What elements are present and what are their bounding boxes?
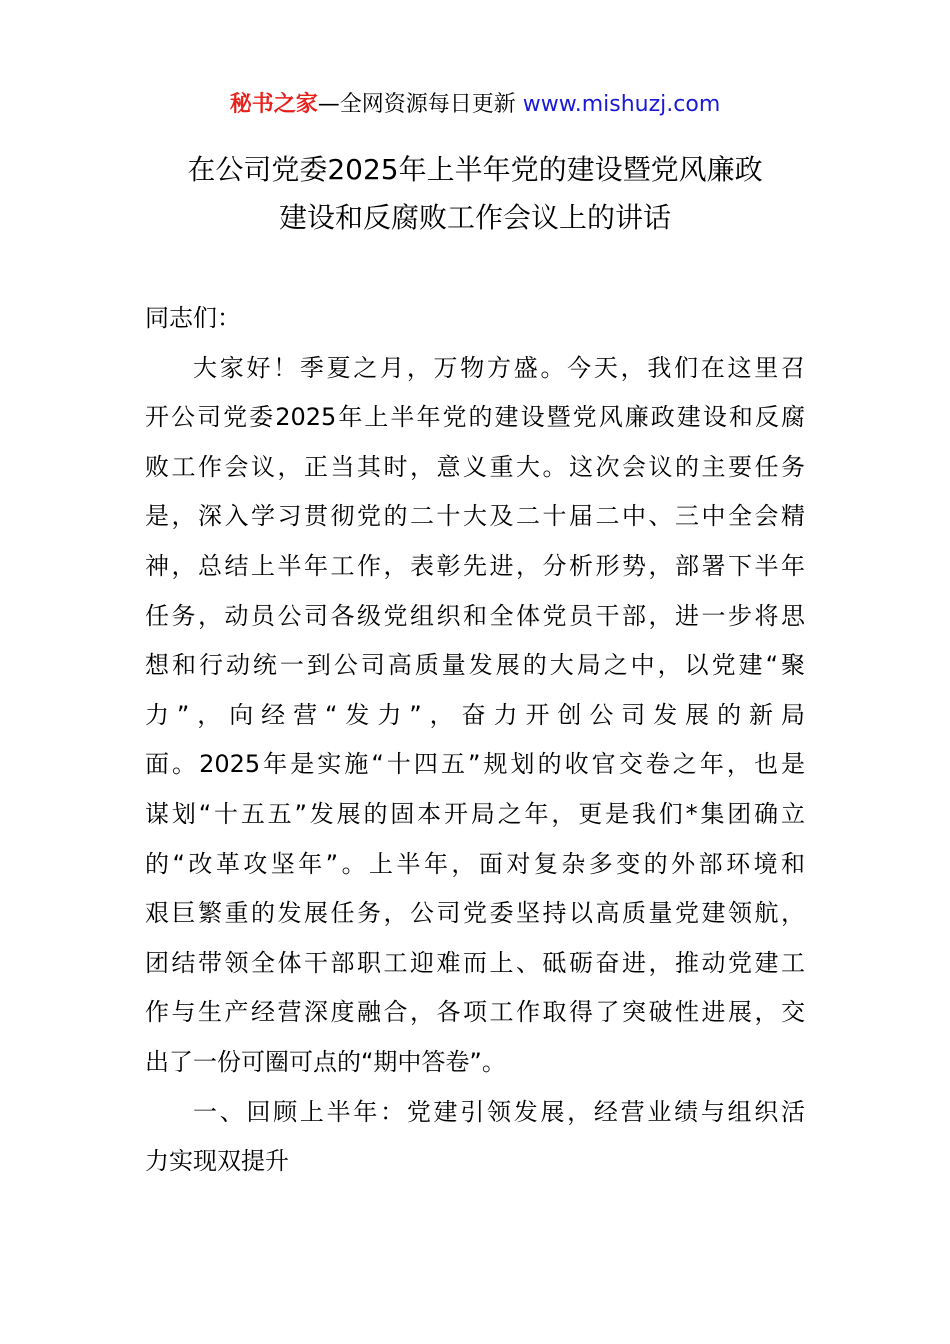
title-line-2: 建设和反腐败工作会议上的讲话 bbox=[278, 201, 671, 234]
paragraph-line: 大家好！季夏之月，万物方盛。今天，我们在这里召 bbox=[193, 353, 805, 382]
section-heading-line: 力实现双提升 bbox=[145, 1147, 289, 1176]
document-body bbox=[145, 294, 805, 1187]
paragraph-line: 神，总结上半年工作，表彰先进，分析形势，部署下半年 bbox=[145, 551, 805, 580]
paragraph-line: 艰巨繁重的发展任务，公司党委坚持以高质量党建领航， bbox=[145, 899, 805, 928]
site-link[interactable]: www.mishuzj.com bbox=[522, 92, 721, 117]
paragraph-line: 想和行动统一到公司高质量发展的大局之中，以党建“聚 bbox=[145, 651, 805, 680]
section-heading-line: 一、回顾上半年：党建引领发展，经营业绩与组织活 bbox=[193, 1097, 805, 1126]
paragraph-line: 作与生产经营深度融合，各项工作取得了突破性进展，交 bbox=[145, 998, 805, 1027]
paragraph-line: 是，深入学习贯彻党的二十大及二十届二中、三中全会精 bbox=[145, 502, 805, 531]
paragraph-line: 出了一份可圈可点的“期中答卷”。 bbox=[145, 1047, 506, 1076]
brand-name: 秘书之家 bbox=[229, 92, 318, 117]
paragraph-line: 开公司党委2025年上半年党的建设暨党风廉政建设和反腐 bbox=[145, 403, 805, 432]
title-line-1: 在公司党委2025年上半年党的建设暨党风廉政 bbox=[187, 153, 763, 186]
paragraph-line: 面。2025年是实施“十四五”规划的收官交卷之年，也是 bbox=[145, 750, 805, 779]
paragraph-line: 团结带领全体干部职工迎难而上、砥砺奋进，推动党建工 bbox=[145, 948, 805, 977]
paragraph-line: 力”，向经营“发力”，奋力开创公司发展的新局 bbox=[145, 700, 805, 729]
site-header bbox=[0, 88, 950, 122]
paragraph-line: 的“改革攻坚年”。上半年，面对复杂多变的外部环境和 bbox=[145, 849, 805, 878]
section-heading-1 bbox=[145, 1088, 805, 1187]
paragraph-1 bbox=[145, 344, 805, 1088]
paragraph-line: 任务，动员公司各级党组织和全体党员干部，进一步将思 bbox=[145, 601, 805, 630]
salutation: 同志们： bbox=[145, 304, 241, 332]
paragraph-line: 谋划“十五五”发展的固本开局之年，更是我们*集团确立 bbox=[145, 799, 805, 828]
document-title bbox=[100, 146, 850, 242]
paragraph-line: 败工作会议，正当其时，意义重大。这次会议的主要任务 bbox=[145, 452, 805, 481]
header-tagline: —全网资源每日更新 bbox=[317, 92, 516, 117]
